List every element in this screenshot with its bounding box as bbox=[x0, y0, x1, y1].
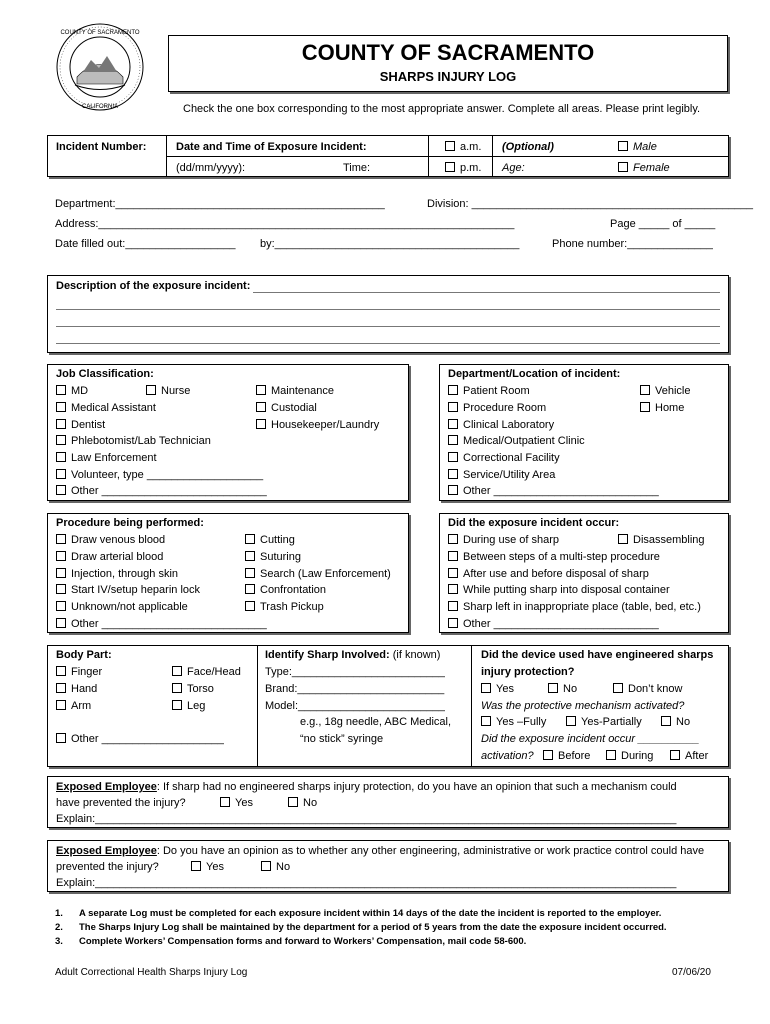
occur-after-use[interactable]: After use and before disposal of sharp bbox=[448, 568, 649, 580]
date-filled-field[interactable]: Date filled out:__________________ bbox=[55, 238, 236, 250]
checkbox[interactable] bbox=[56, 568, 66, 578]
page-subtitle: SHARPS INJURY LOG bbox=[379, 69, 517, 84]
loc-vehicle[interactable]: Vehicle bbox=[640, 385, 690, 397]
page-title: COUNTY OF SACRAMENTO bbox=[301, 40, 595, 65]
incident-number-label: Incident Number: bbox=[56, 141, 147, 153]
checkbox[interactable] bbox=[613, 683, 623, 693]
checkbox[interactable] bbox=[670, 750, 680, 760]
body-torso[interactable]: Torso bbox=[172, 683, 214, 695]
incident-table bbox=[47, 135, 729, 177]
device-activated-q: Was the protective mechanism activated? bbox=[481, 700, 685, 712]
exposed-1-yes[interactable]: Yes bbox=[220, 797, 253, 809]
checkbox[interactable] bbox=[256, 419, 266, 429]
job-nurse[interactable]: Nurse bbox=[146, 385, 190, 397]
occur-box bbox=[439, 513, 729, 633]
checkbox[interactable] bbox=[56, 402, 66, 412]
device-during[interactable]: During bbox=[606, 750, 653, 762]
exposed-1-no[interactable]: No bbox=[288, 797, 317, 809]
checkbox[interactable] bbox=[256, 402, 266, 412]
body-sharp-device-box bbox=[47, 645, 729, 767]
checkbox[interactable] bbox=[56, 385, 66, 395]
checkbox[interactable] bbox=[56, 601, 66, 611]
checkbox[interactable] bbox=[56, 551, 66, 561]
checkbox[interactable] bbox=[172, 683, 182, 693]
checkbox[interactable] bbox=[448, 402, 458, 412]
checkbox[interactable] bbox=[56, 683, 66, 693]
device-no[interactable]: No bbox=[548, 683, 577, 695]
job-title: Job Classification: bbox=[56, 368, 154, 380]
proc-other[interactable]: Other ___________________________ bbox=[56, 618, 267, 630]
loc-clinical-lab[interactable]: Clinical Laboratory bbox=[448, 419, 554, 431]
proc-cutting[interactable]: Cutting bbox=[245, 534, 295, 546]
checkbox[interactable] bbox=[288, 797, 298, 807]
proc-search[interactable]: Search (Law Enforcement) bbox=[245, 568, 391, 580]
loc-other[interactable]: Other ___________________________ bbox=[448, 485, 659, 497]
title-box bbox=[168, 35, 728, 92]
checkbox[interactable] bbox=[56, 733, 66, 743]
checkbox[interactable] bbox=[448, 551, 458, 561]
description-box[interactable] bbox=[47, 275, 729, 353]
checkbox[interactable] bbox=[640, 385, 650, 395]
svg-text:CALIFORNIA: CALIFORNIA bbox=[81, 104, 119, 110]
job-custodial[interactable]: Custodial bbox=[256, 402, 317, 414]
checkbox[interactable] bbox=[172, 700, 182, 710]
exposed-1-explain[interactable]: Explain:_______________________________________________________________________________________________ bbox=[56, 813, 677, 825]
am-checkbox[interactable] bbox=[445, 141, 455, 151]
checkbox[interactable] bbox=[481, 716, 491, 726]
loc-correctional[interactable]: Correctional Facility bbox=[448, 452, 560, 464]
checkbox[interactable] bbox=[56, 534, 66, 544]
device-dontknow[interactable]: Don’t know bbox=[613, 683, 682, 695]
checkbox[interactable] bbox=[448, 469, 458, 479]
loc-medical-clinic[interactable]: Medical/Outpatient Clinic bbox=[448, 435, 585, 447]
checkbox[interactable] bbox=[146, 385, 156, 395]
occur-other[interactable]: Other ___________________________ bbox=[448, 618, 659, 630]
body-arm[interactable]: Arm bbox=[56, 700, 91, 712]
location-box bbox=[439, 364, 729, 501]
device-activation-label: activation? bbox=[481, 750, 534, 762]
checkbox[interactable] bbox=[448, 618, 458, 628]
occur-between-steps[interactable]: Between steps of a multi-step procedure bbox=[448, 551, 660, 563]
female-option[interactable]: Female bbox=[618, 162, 670, 174]
county-seal bbox=[55, 22, 145, 112]
am-option[interactable]: a.m. bbox=[445, 141, 481, 153]
job-dentist[interactable]: Dentist bbox=[56, 419, 105, 431]
location-title: Department/Location of incident: bbox=[448, 368, 621, 380]
date-format-label: (dd/mm/yyyy): bbox=[176, 162, 246, 174]
device-yes[interactable]: Yes bbox=[481, 683, 514, 695]
occur-left[interactable]: Sharp left in inappropriate place (table, bed, etc.) bbox=[448, 601, 701, 613]
address-field[interactable]: Address:____________________________________________________________________ bbox=[55, 218, 515, 230]
loc-procedure-room[interactable]: Procedure Room bbox=[448, 402, 546, 414]
division-field[interactable]: Division: ______________________________________________ bbox=[427, 198, 754, 210]
checkbox[interactable] bbox=[448, 452, 458, 462]
exposed-employee-1-box bbox=[47, 776, 729, 828]
device-title-1: Did the device used have engineered sharps bbox=[481, 649, 714, 661]
device-no-2[interactable]: No bbox=[661, 716, 690, 728]
checkbox[interactable] bbox=[56, 419, 66, 429]
checkbox[interactable] bbox=[56, 700, 66, 710]
checkbox[interactable] bbox=[56, 485, 66, 495]
sharp-title: Identify Sharp Involved: (if known) bbox=[265, 649, 441, 661]
checkbox[interactable] bbox=[245, 551, 255, 561]
checkbox[interactable] bbox=[245, 568, 255, 578]
body-finger[interactable]: Finger bbox=[56, 666, 102, 678]
sharp-example-2: “no stick” syringe bbox=[300, 733, 384, 745]
checkbox[interactable] bbox=[220, 797, 230, 807]
occur-title: Did the exposure incident occur: bbox=[448, 517, 620, 529]
checkbox[interactable] bbox=[172, 666, 182, 676]
note-2: 2. The Sharps Injury Log shall be maintained by the department for a period of 5 years from the date the exposure incident occurred. bbox=[55, 922, 667, 933]
checkbox[interactable] bbox=[448, 485, 458, 495]
note-3: 3. Complete Workers’ Compensation forms and forward to Workers’ Compensation, mail code 58-600. bbox=[55, 936, 527, 947]
job-housekeeper[interactable]: Housekeeper/Laundry bbox=[256, 419, 379, 431]
job-other[interactable]: Other ___________________________ bbox=[56, 485, 267, 497]
job-volunteer[interactable]: Volunteer, type ___________________ bbox=[56, 469, 263, 481]
instructions: Check the one box corresponding to the most appropriate answer. Complete all areas. Please print legibly. bbox=[183, 103, 701, 115]
checkbox[interactable] bbox=[191, 861, 201, 871]
checkbox[interactable] bbox=[448, 385, 458, 395]
sharp-model[interactable]: Model:________________________ bbox=[265, 700, 445, 712]
checkbox[interactable] bbox=[56, 435, 66, 445]
time-label: Time: bbox=[343, 162, 371, 174]
loc-service[interactable]: Service/Utility Area bbox=[448, 469, 555, 481]
pm-option[interactable]: p.m. bbox=[445, 162, 481, 174]
sharp-type[interactable]: Type:_________________________ bbox=[265, 666, 445, 678]
proc-arterial[interactable]: Draw arterial blood bbox=[56, 551, 163, 563]
checkbox[interactable] bbox=[56, 666, 66, 676]
checkbox[interactable] bbox=[618, 534, 628, 544]
body-leg[interactable]: Leg bbox=[172, 700, 205, 712]
exposed-employee-2-box bbox=[47, 840, 729, 892]
pm-checkbox[interactable] bbox=[445, 162, 455, 172]
phone-field[interactable]: Phone number:______________ bbox=[552, 238, 713, 250]
seal-graphic bbox=[55, 22, 145, 112]
body-face[interactable]: Face/Head bbox=[172, 666, 241, 678]
footer-left: Adult Correctional Health Sharps Injury Log bbox=[55, 967, 248, 978]
device-yes-partially[interactable]: Yes-Partially bbox=[566, 716, 642, 728]
checkbox[interactable] bbox=[256, 385, 266, 395]
checkbox[interactable] bbox=[661, 716, 671, 726]
checkbox[interactable] bbox=[448, 419, 458, 429]
proc-venous[interactable]: Draw venous blood bbox=[56, 534, 165, 546]
checkbox[interactable] bbox=[56, 469, 66, 479]
job-classification-box bbox=[47, 364, 409, 501]
device-yes-fully[interactable]: Yes –Fully bbox=[481, 716, 546, 728]
exposed-2-yes[interactable]: Yes bbox=[191, 861, 224, 873]
checkbox[interactable] bbox=[481, 683, 491, 693]
checkbox[interactable] bbox=[245, 534, 255, 544]
proc-iv[interactable]: Start IV/setup heparin lock bbox=[56, 584, 200, 596]
device-after[interactable]: After bbox=[670, 750, 708, 762]
exposed-1-question: Exposed Employee: If sharp had no engineered sharps injury protection, do you have an opinion that such a mechanism could bbox=[56, 781, 677, 793]
footer-date: 07/06/20 bbox=[672, 967, 711, 978]
age-label: Age: bbox=[502, 162, 525, 174]
checkbox[interactable] bbox=[448, 601, 458, 611]
checkbox[interactable] bbox=[606, 750, 616, 760]
optional-label: (Optional) bbox=[502, 141, 554, 153]
proc-confrontation[interactable]: Confrontation bbox=[245, 584, 326, 596]
exposed-2-question-2: prevented the injury? bbox=[56, 861, 159, 873]
page-field[interactable]: Page _____ of _____ bbox=[610, 218, 716, 230]
department-field[interactable]: Department:____________________________________________ bbox=[55, 198, 385, 210]
by-field[interactable]: by:________________________________________ bbox=[260, 238, 520, 250]
female-checkbox[interactable] bbox=[618, 162, 628, 172]
job-phlebotomist[interactable]: Phlebotomist/Lab Technician bbox=[56, 435, 211, 447]
exposed-2-explain[interactable]: Explain:_______________________________________________________________________________________________ bbox=[56, 877, 677, 889]
body-title: Body Part: bbox=[56, 649, 112, 661]
checkbox[interactable] bbox=[448, 568, 458, 578]
loc-patient-room[interactable]: Patient Room bbox=[448, 385, 530, 397]
proc-suturing[interactable]: Suturing bbox=[245, 551, 301, 563]
checkbox[interactable] bbox=[245, 584, 255, 594]
job-maintenance[interactable]: Maintenance bbox=[256, 385, 334, 397]
exposed-2-no[interactable]: No bbox=[261, 861, 290, 873]
procedure-box bbox=[47, 513, 409, 633]
exposed-1-question-2: have prevented the injury? bbox=[56, 797, 186, 809]
job-medical-assistant[interactable]: Medical Assistant bbox=[56, 402, 156, 414]
loc-home[interactable]: Home bbox=[640, 402, 684, 414]
proc-injection[interactable]: Injection, through skin bbox=[56, 568, 178, 580]
checkbox[interactable] bbox=[548, 683, 558, 693]
checkbox[interactable] bbox=[245, 601, 255, 611]
procedure-title: Procedure being performed: bbox=[56, 517, 204, 529]
datetime-label: Date and Time of Exposure Incident: bbox=[176, 141, 367, 153]
description-label: Description of the exposure incident: bbox=[56, 280, 251, 292]
checkbox[interactable] bbox=[56, 452, 66, 462]
device-title-2: injury protection? bbox=[481, 666, 575, 678]
job-md[interactable]: MD bbox=[56, 385, 88, 397]
checkbox[interactable] bbox=[640, 402, 650, 412]
sharp-brand[interactable]: Brand:________________________ bbox=[265, 683, 445, 695]
male-checkbox[interactable] bbox=[618, 141, 628, 151]
checkbox[interactable] bbox=[56, 618, 66, 628]
device-occur-q: Did the exposure incident occur __________ bbox=[481, 733, 700, 745]
device-before[interactable]: Before bbox=[543, 750, 590, 762]
job-law-enforcement[interactable]: Law Enforcement bbox=[56, 452, 157, 464]
checkbox[interactable] bbox=[261, 861, 271, 871]
checkbox[interactable] bbox=[566, 716, 576, 726]
checkbox[interactable] bbox=[448, 534, 458, 544]
sharp-example-1: e.g., 18g needle, ABC Medical, bbox=[300, 716, 452, 728]
note-1: 1. A separate Log must be completed for each exposure incident within 14 days of the date the incident is reported to the employer. bbox=[55, 908, 662, 919]
checkbox[interactable] bbox=[448, 584, 458, 594]
occur-disposal[interactable]: While putting sharp into disposal container bbox=[448, 584, 670, 596]
proc-unknown[interactable]: Unknown/not applicable bbox=[56, 601, 188, 613]
occur-during-use[interactable]: During use of sharp bbox=[448, 534, 559, 546]
svg-text:COUNTY OF SACRAMENTO: COUNTY OF SACRAMENTO bbox=[60, 30, 140, 36]
body-hand[interactable]: Hand bbox=[56, 683, 97, 695]
occur-disassembling[interactable]: Disassembling bbox=[618, 534, 705, 546]
checkbox[interactable] bbox=[448, 435, 458, 445]
checkbox[interactable] bbox=[543, 750, 553, 760]
exposed-2-question: Exposed Employee: Do you have an opinion as to whether any other engineering, administrative or work practice control could have bbox=[56, 845, 705, 857]
proc-trash[interactable]: Trash Pickup bbox=[245, 601, 324, 613]
male-option[interactable]: Male bbox=[618, 141, 657, 153]
checkbox[interactable] bbox=[56, 584, 66, 594]
body-other[interactable]: Other ____________________ bbox=[56, 733, 224, 745]
